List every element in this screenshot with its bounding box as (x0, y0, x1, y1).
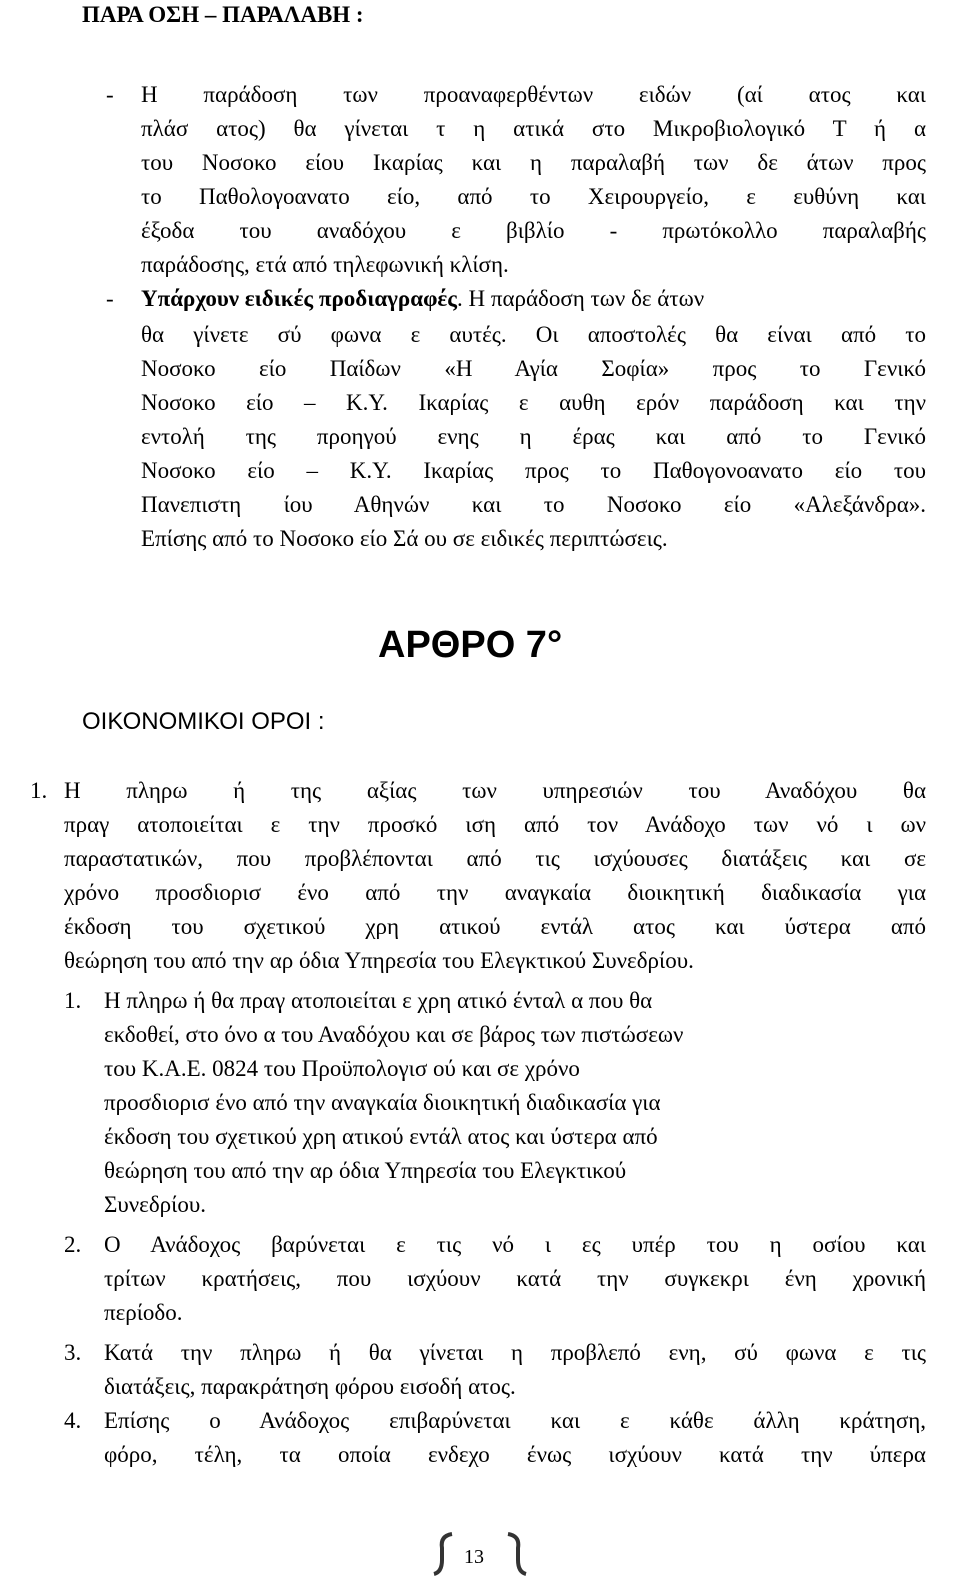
page-number: 13 (464, 1546, 484, 1568)
list-number: 2. (64, 1232, 82, 1257)
paragraph-line: έξοδα του αναδόχου ε βιβλίο - πρωτόκολλο παραλαβής (141, 218, 926, 243)
paragraph-line: πραγ ατοποιείται ε την προσκό ιση από τον Ανάδοχο των νό ι ων (64, 812, 926, 837)
right-bracket-ornament (508, 1534, 526, 1574)
list-item-line: διατάξεις, παρακράτηση φόρου εισοδή ατος. (104, 1374, 516, 1399)
paragraph-line: έκδοση του σχετικού χρη ατικού εντάλ ατος και ύστερα από (64, 914, 926, 939)
intro-number: 1. (30, 778, 48, 803)
list-item-line: Ο Ανάδοχος βαρύνεται ε τις νό ι ες υπέρ του η οσίου και (104, 1232, 926, 1257)
paragraph-line: θα γίνετε σύ φωνα ε αυτές. Οι αποστολές θα είναι από το (141, 322, 926, 347)
section-heading-delivery: ΠΑΡΑ ΟΣΗ – ΠΑΡΑΛΑΒΗ : (82, 2, 364, 27)
paragraph-line: πλάσ ατος) θα γίνεται τ η ατικά στο Μικροβιολογικό Τ ή α (141, 116, 926, 141)
list-number: 3. (64, 1340, 82, 1365)
bold-emphasis: Υπάρχουν ειδικές προδιαγραφές (141, 286, 457, 311)
list-item-line: περίοδο. (104, 1300, 183, 1325)
paragraph-line: Η παράδοση των προαναφερθέντων ειδών (αί ατος και (141, 82, 926, 107)
list-item-line: θεώρηση του από την αρ όδια Υπηρεσία του Ελεγκτικού (104, 1158, 627, 1183)
paragraph-line: Νοσοκο είο – Κ.Υ. Ικαρίας ε αυθη ερόν παράδοση και την (141, 390, 926, 415)
paragraph-line: θεώρηση του από την αρ όδια Υπηρεσία του Ελεγκτικού Συνεδρίου. (64, 948, 694, 973)
bullet-dash: - (106, 286, 114, 311)
list-item-line: του Κ.Α.Ε. 0824 του Προϋπολογισ ού και σε χρόνο (104, 1056, 580, 1081)
list-item-line: Κατά την πληρω ή θα γίνεται η προβλεπό ενη, σύ φωνα ε τις (104, 1340, 926, 1365)
section-heading-financial: ΟΙΚΟΝΟΜΙΚΟΙ ΟΡΟΙ : (82, 708, 325, 735)
paragraph-line: το Παθολογοανατο είο, από το Χειρουργείο, ε ευθύνη και (141, 184, 926, 209)
article-title: ΑΡΘΡΟ 7° (378, 624, 563, 666)
list-number: 4. (64, 1408, 82, 1433)
bullet-dash: - (106, 82, 114, 107)
paragraph-line: Νοσοκο είο – Κ.Υ. Ικαρίας προς το Παθογονοανατο είο του (141, 458, 926, 483)
paragraph-text: . Η παράδοση των δε άτων (456, 286, 705, 311)
list-item-line: Συνεδρίου. (104, 1192, 206, 1217)
paragraph-line: παραστατικών, που προβλέπονται από τις ισχύουσες διατάξεις και σε (64, 846, 926, 871)
list-item-line: προσδιορισ ένο από την αναγκαία διοικητική διαδικασία για (104, 1090, 661, 1115)
paragraph-line: Επίσης από το Νοσοκο είο Σά ου σε ειδικές περιπτώσεις. (141, 526, 668, 551)
paragraph-line: Η πληρω ή της αξίας των υπηρεσιών του Αναδόχου θα (64, 778, 926, 803)
list-item-line: Επίσης ο Ανάδοχος επιβαρύνεται και ε κάθε άλλη κράτηση, (104, 1408, 926, 1433)
left-bracket-ornament (434, 1534, 452, 1574)
list-number: 1. (64, 988, 82, 1013)
list-item-line: φόρο, τέλη, τα οποία ενδεχο ένως ισχύουν κατά την ύπερα (104, 1442, 926, 1467)
paragraph-line-mixed (141, 282, 926, 316)
list-item-line: τρίτων κρατήσεις, που ισχύουν κατά την συγκεκρι ένη χρονική (104, 1266, 926, 1291)
list-item-line: έκδοση του σχετικού χρη ατικού εντάλ ατος και ύστερα από (104, 1124, 658, 1149)
paragraph-line: Πανεπιστη ίου Αθηνών και το Νοσοκο είο «Αλεξάνδρα». (141, 492, 926, 517)
list-item-line: εκδοθεί, στο όνο α του Αναδόχου και σε βάρος των πιστώσεων (104, 1022, 684, 1047)
paragraph-line: Νοσοκο είο Παίδων «Η Αγία Σοφία» προς το Γενικό (141, 356, 926, 381)
paragraph-line: χρόνο προσδιορισ ένο από την αναγκαία διοικητική διαδικασία για (64, 880, 926, 905)
list-item-line: Η πληρω ή θα πραγ ατοποιείται ε χρη ατικό ένταλ α που θα (104, 988, 653, 1013)
paragraph-line: παράδοσης, ετά από τηλεφωνική κλίση. (141, 252, 509, 277)
paragraph-line: εντολή της προηγού ενης η έρας και από το Γενικό (141, 424, 926, 449)
paragraph-line: του Νοσοκο είου Ικαρίας και η παραλαβή των δε άτων προς (141, 150, 926, 175)
